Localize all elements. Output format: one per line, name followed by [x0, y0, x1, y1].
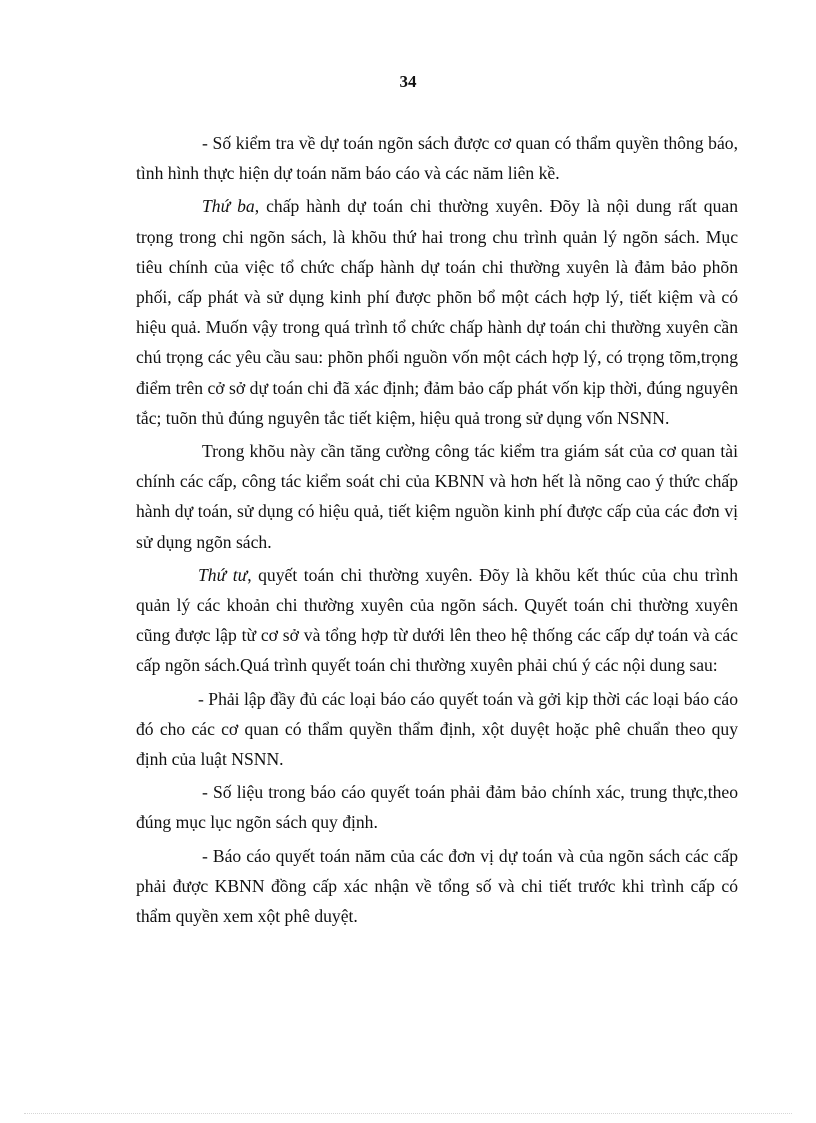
paragraph-so-kiem-tra	[136, 128, 738, 188]
paragraph-thu-tu	[136, 560, 738, 681]
paragraph-lead: Thứ ba	[202, 196, 255, 217]
paragraph-trong-khau-nay	[136, 436, 738, 557]
list-item-so-lieu	[136, 777, 738, 837]
list-item-bao-cao	[136, 841, 738, 932]
paragraph-text: - Số liệu trong báo cáo quyết toán phải đảm bảo chính xác, trung thực,theo đúng mục lục ngõn sách quy định.	[136, 782, 738, 833]
footer-divider	[24, 1113, 792, 1114]
paragraph-text: , quyết toán chi thường xuyên. Đõy là khõu kết thúc của chu trình quản lý các khoản chi thường xuyên của ngõn sách. Quyết toán chi thường xuyên cũng được lập từ cơ sở và tổng hợp từ dưới lên theo hệ thống các cấp dự toán và các cấp ngõn sách.Quá trình quyết toán chi thường xuyên phải chú ý các nội dung sau:	[136, 564, 738, 676]
page-number: 34	[399, 72, 417, 91]
list-item-phai-lap	[136, 684, 738, 775]
paragraph-lead: Thứ tư	[198, 564, 248, 585]
paragraph-text: - Số kiểm tra về dự toán ngõn sách được cơ quan có thẩm quyền thông báo, tình hình thực hiện dự toán năm báo cáo và các năm liên kề.	[136, 133, 738, 184]
paragraph-thu-ba	[136, 191, 738, 433]
paragraph-text: Trong khõu này cần tăng cường công tác kiểm tra giám sát của cơ quan tài chính các cấp, công tác kiểm soát chi của KBNN và hơn hết là nõng cao ý thức chấp hành dự toán, sử dụng có hiệu quả, tiết kiệm nguồn kinh phí được cấp của các đơn vị sử dụng ngõn sách.	[136, 441, 738, 552]
paragraph-text: - Báo cáo quyết toán năm của các đơn vị dự toán và của ngõn sách các cấp phải được KBNN đồng cấp xác nhận về tổng số và chi tiết trước khi trình cấp có thẩm quyền xem xột phê duyệt.	[136, 845, 738, 927]
paragraph-text: , chấp hành dự toán chi thường xuyên. Đõy là nội dung rất quan trọng trong chi ngõn sách, là khõu thứ hai trong chu trình quản lý ngõn sách. Mục tiêu chính của việc tổ chức chấp hành dự toán chi thường xuyên là đảm bảo phõn phối, cấp phát và sử dụng kinh phí được phõn bổ một cách hợp lý, tiết kiệm và có hiệu quả. Muốn vậy trong quá trình tổ chức chấp hành dự toán chi thường xuyên cần chú trọng các yêu cầu sau: phõn phối nguồn vốn một cách hợp lý, có trọng tõm,trọng điểm trên cở sở dự toán chi đã xác định; đảm bảo cấp phát vốn kịp thời, đúng nguyên tắc; tuõn thủ đúng nguyên tắc tiết kiệm, hiệu quả trong sử dụng vốn NSNN.	[136, 196, 739, 428]
paragraph-text: - Phải lập đầy đủ các loại báo cáo quyết toán và gởi kịp thời các loại báo cáo đó cho các cơ quan có thẩm quyền thẩm định, xột duyệt hoặc phê chuẩn theo quy định của luật NSNN.	[136, 688, 738, 770]
document-body	[136, 128, 738, 931]
